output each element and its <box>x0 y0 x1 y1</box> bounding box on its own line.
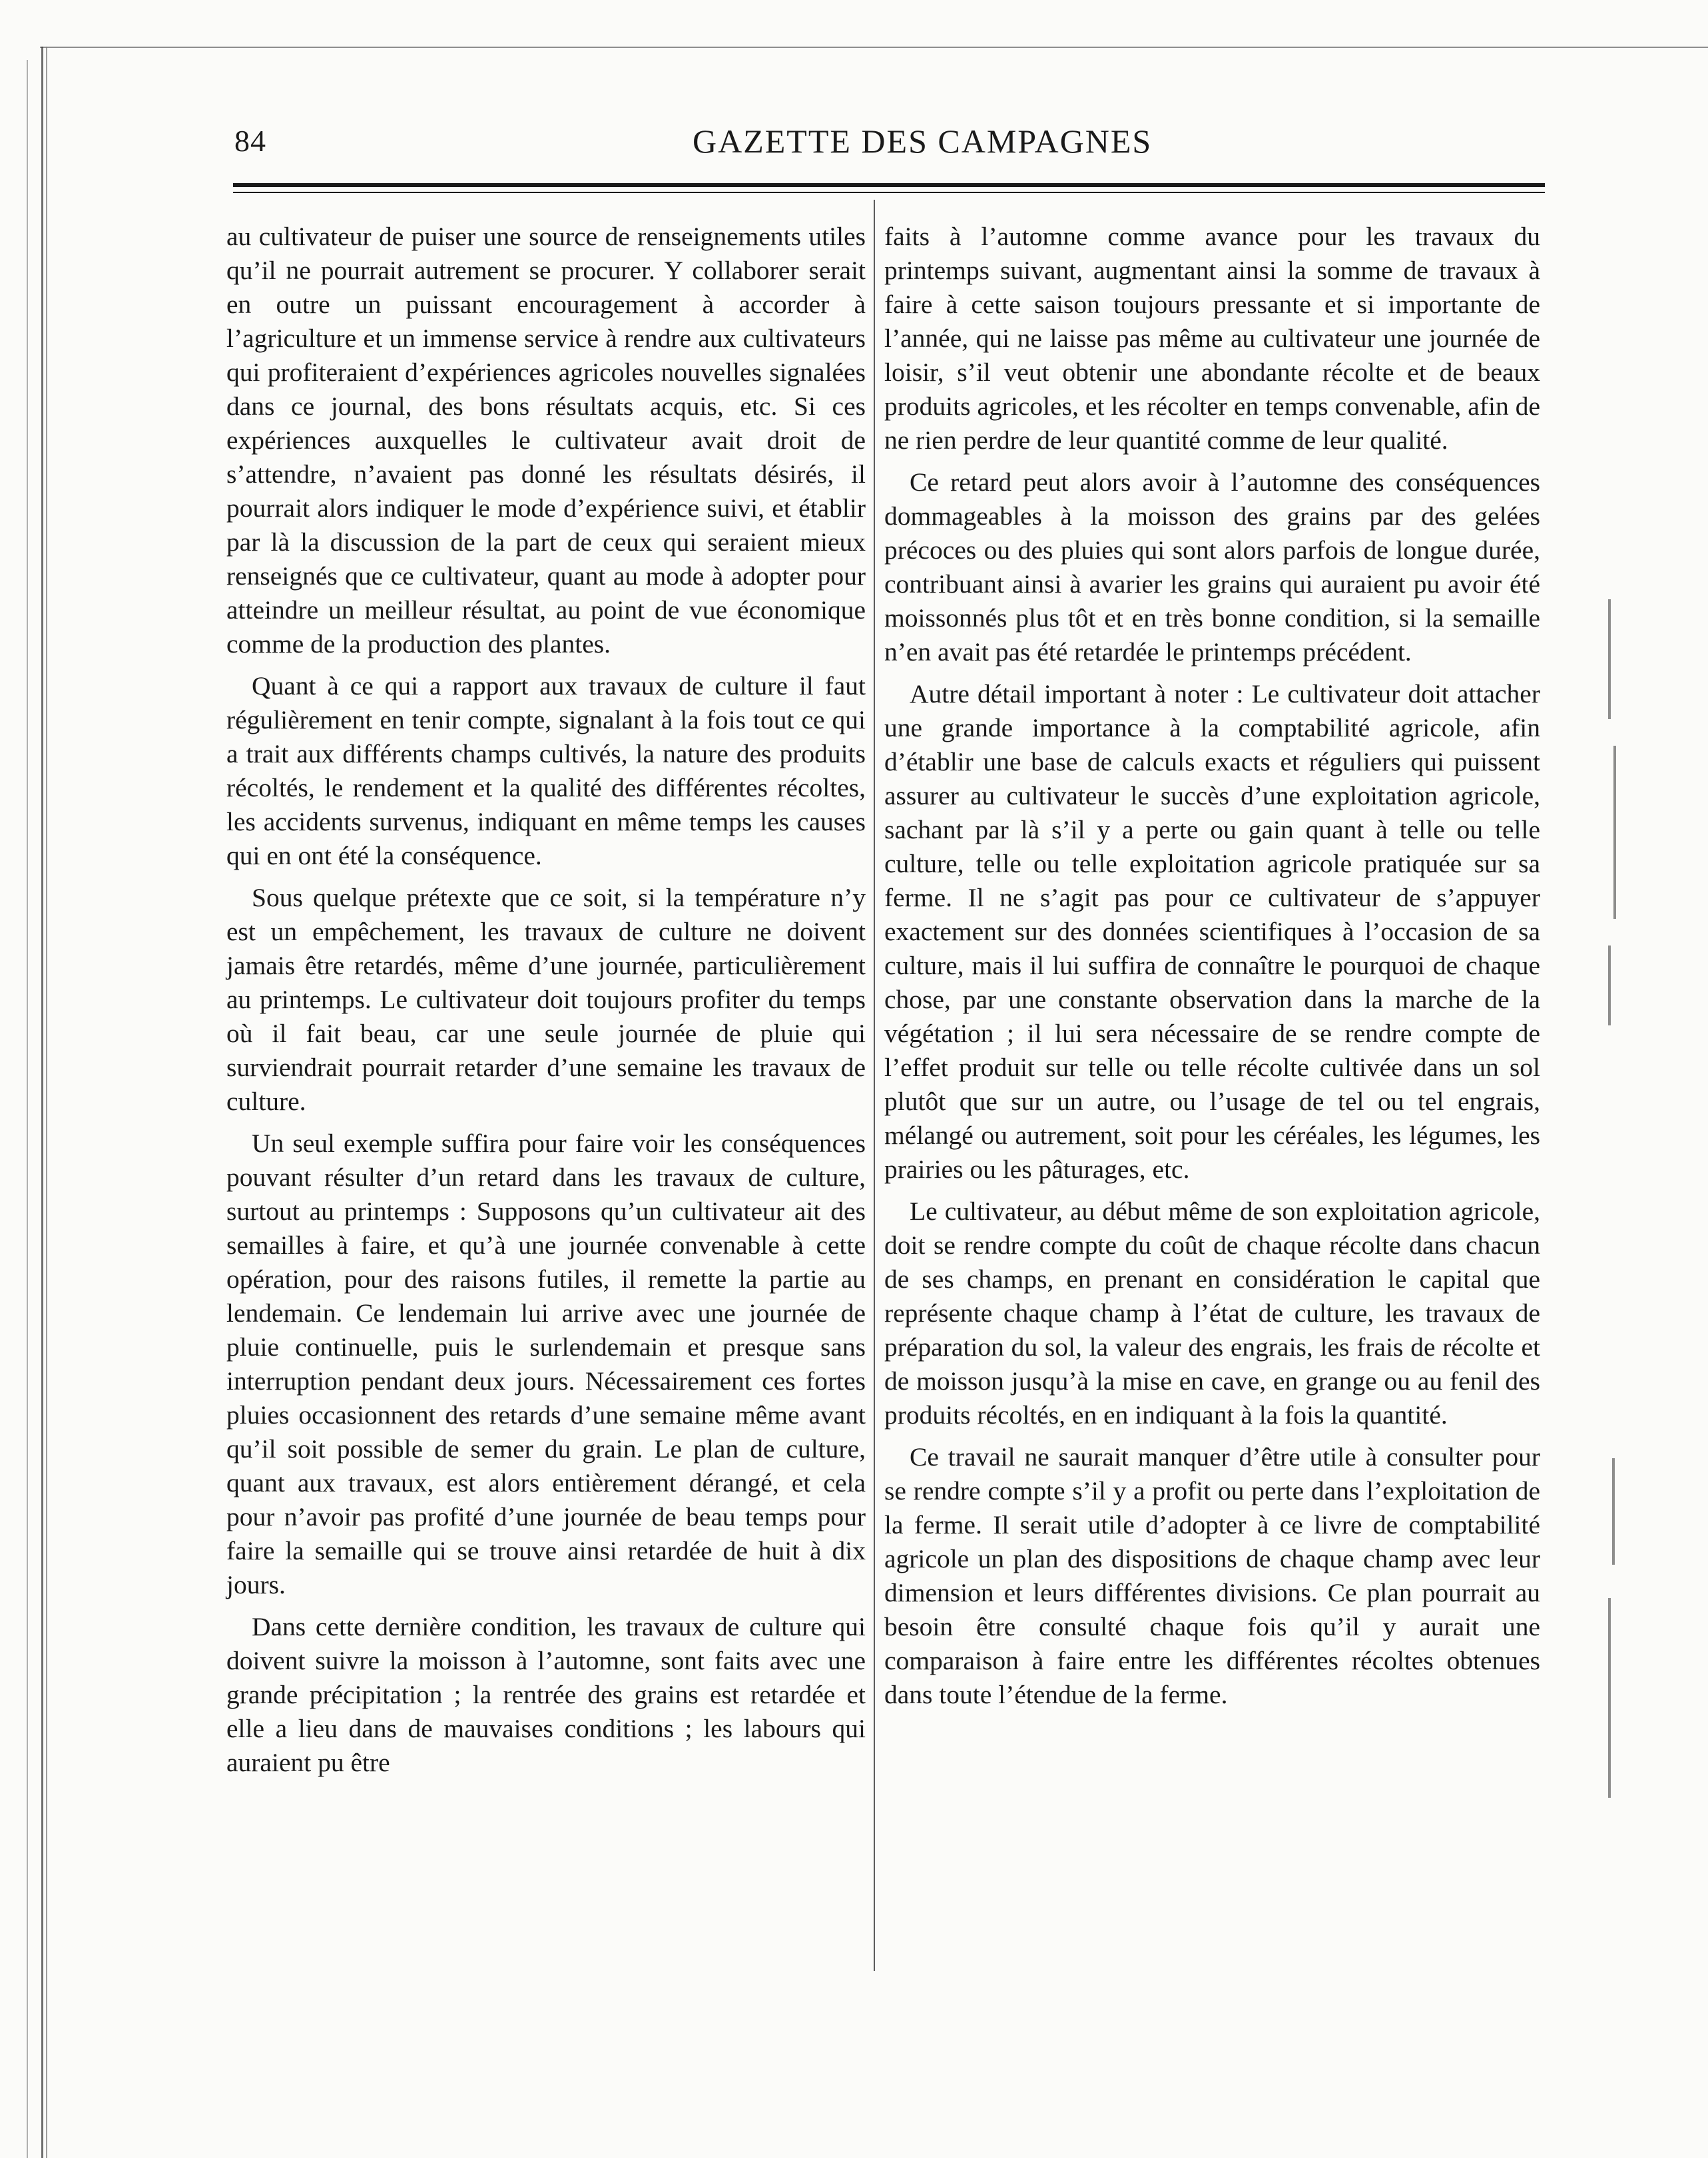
paragraph: Ce travail ne saurait manquer d’être utile à consulter pour se rendre compte s’il y a profit ou perte dans l’exploitation de la ferme. Il serait utile d’adopter à ce livre de comptabilité agricole un plan des dispositions de chaque champ avec leur dimension et leurs différentes divisions. Ce plan pourrait au besoin être consulté chaque fois qu’il y aurait une comparaison à faire entre les différentes récoltes obtenues dans toute l’étendue de la ferme. <box>884 1442 1540 1709</box>
paragraph: faits à l’automne comme avance pour les travaux du printemps suivant, augmentant ainsi la somme de travaux à faire à cette saison toujours pressante et si importante de l’année, qui ne laisse pas même au cultivateur une journée de loisir, s’il veut obtenir une abondante récolte et de beaux produits agricoles, et les récolter en temps convenable, afin de ne rien perdre de leur quantité comme de leur qualité. <box>884 222 1540 455</box>
header-rule <box>233 183 1545 187</box>
paragraph: Un seul exemple suffira pour faire voir les conséquences pouvant résulter d’un retard dans les travaux de culture, surtout au printemps : Supposons qu’un cultivateur ait des semailles à faire, et qu’à une journée convenable à cette opération, pour des raisons futiles, il remette la partie au lendemain. Ce lendemain lui arrive avec une journée de pluie continuelle, puis le surlendemain et presque sans interruption pendant deux jours. Nécessairement ces fortes pluies occasionnent des retards d’une semaine même avant qu’il soit possible de semer du grain. Le plan de culture, quant aux travaux, est alors entièrement dérangé, et cela pour n’avoir pas profité d’une journée de beau temps pour faire la semaille qui se trouve ainsi retardée de huit à dix jours. <box>226 1129 866 1599</box>
paragraph: Le cultivateur, au début même de son exploitation agricole, doit se rendre compte du coût de chaque récolte dans chacun de ses champs, en prenant en considération le capital que représente chaque champ à l’état de culture, les travaux de préparation du sol, la valeur des engrais, les frais de récolte et de moisson jusqu’à la mise en cave, en grange ou au fenil des produits récoltés, en en indiquant à la fois la quantité. <box>884 1197 1540 1430</box>
paragraph: Quant à ce qui a rapport aux travaux de culture il faut régulièrement en tenir compte, signalant à la fois tout ce qui a trait aux différents champs cultivés, la nature des produits récoltés, le rendement et la qualité des différentes récoltes, les accidents survenus, indiquant en même temps les causes qui en ont été la conséquence. <box>226 671 866 870</box>
margin-scan-marks <box>1608 599 1635 2131</box>
header-rule-thin <box>233 192 1545 193</box>
scan-edge-left-outer <box>27 60 28 2158</box>
left-column <box>226 220 866 1788</box>
paragraph: Autre détail important à noter : Le cultivateur doit attacher une grande importance à la comptabilité agricole, afin d’établir une base de calculs exacts et réguliers qui puissent assurer au cultivateur le succès d’une exploitation agricole, sachant par là s’il y a perte ou gain quant à telle ou telle culture, telle ou telle exploitation agricole pratiquée sur sa ferme. Il ne s’agit pas pour ce cultivateur de s’appuyer exactement sur des données scientifiques à l’occasion de sa culture, mais il lui suffira de connaître le pourquoi de chaque chose, par une constante observation dans la marche de la végétation ; il lui sera nécessaire de se rendre compte de l’effet produit sur telle ou telle récolte cultivée dans un sol plutôt que sur un autre, ou l’usage de tel ou tel engrais, mélangé ou autrement, soit pour les céréales, les légumes, les prairies ou les pâturages, etc. <box>884 679 1540 1184</box>
column-divider <box>874 200 875 1971</box>
paragraph: au cultivateur de puiser une source de renseignements utiles qu’il ne pourrait autrement se procurer. Y collaborer serait en outre un puissant encouragement à accorder à l’agriculture et un immense service à rendre aux cultivateurs qui profiteraient d’expériences agricoles nouvelles signalées dans ce journal, des bons résultats acquis, etc. Si ces expériences auxquelles le cultivateur avait droit de s’attendre, n’avaient pas donné les résultats désirés, il pourrait alors indiquer le mode d’expérience suivi, et établir par là la discussion de la part de ceux qui seraient mieux renseignés que ce cultivateur, quant au mode à adopter pour atteindre un meilleur résultat, au point de vue économique comme de la production des plantes. <box>226 222 866 659</box>
scan-edge-left <box>41 47 47 2158</box>
page-number: 84 <box>234 124 266 158</box>
paragraph: Sous quelque prétexte que ce soit, si la température n’y est un empêchement, les travaux de culture ne doivent jamais être retardés, même d’une journée, particulièrement au printemps. Le cultivateur doit toujours profiter du temps où il fait beau, car une seule journée de pluie qui surviendrait pourrait retarder d’une semaine les travaux de culture. <box>226 883 866 1116</box>
right-column <box>884 220 1540 1720</box>
scan-edge-top <box>40 47 1708 48</box>
paragraph: Dans cette dernière condition, les travaux de culture qui doivent suivre la moisson à l’automne, sont faits avec une grande précipitation ; la rentrée des grains est retardée et elle a lieu dans de mauvaises conditions ; les labours qui auraient pu être <box>226 1612 866 1777</box>
paragraph: Ce retard peut alors avoir à l’automne des conséquences dommageables à la moisson des grains par des gelées précoces ou des pluies qui sont alors parfois de longue durée, contribuant ainsi à avarier les grains qui auraient pu avoir été moissonnés plus tôt et en très bonne condition, si la semaille n’en avait pas été retardée le printemps précédent. <box>884 467 1540 667</box>
page-title: GAZETTE DES CAMPAGNES <box>693 123 1153 160</box>
